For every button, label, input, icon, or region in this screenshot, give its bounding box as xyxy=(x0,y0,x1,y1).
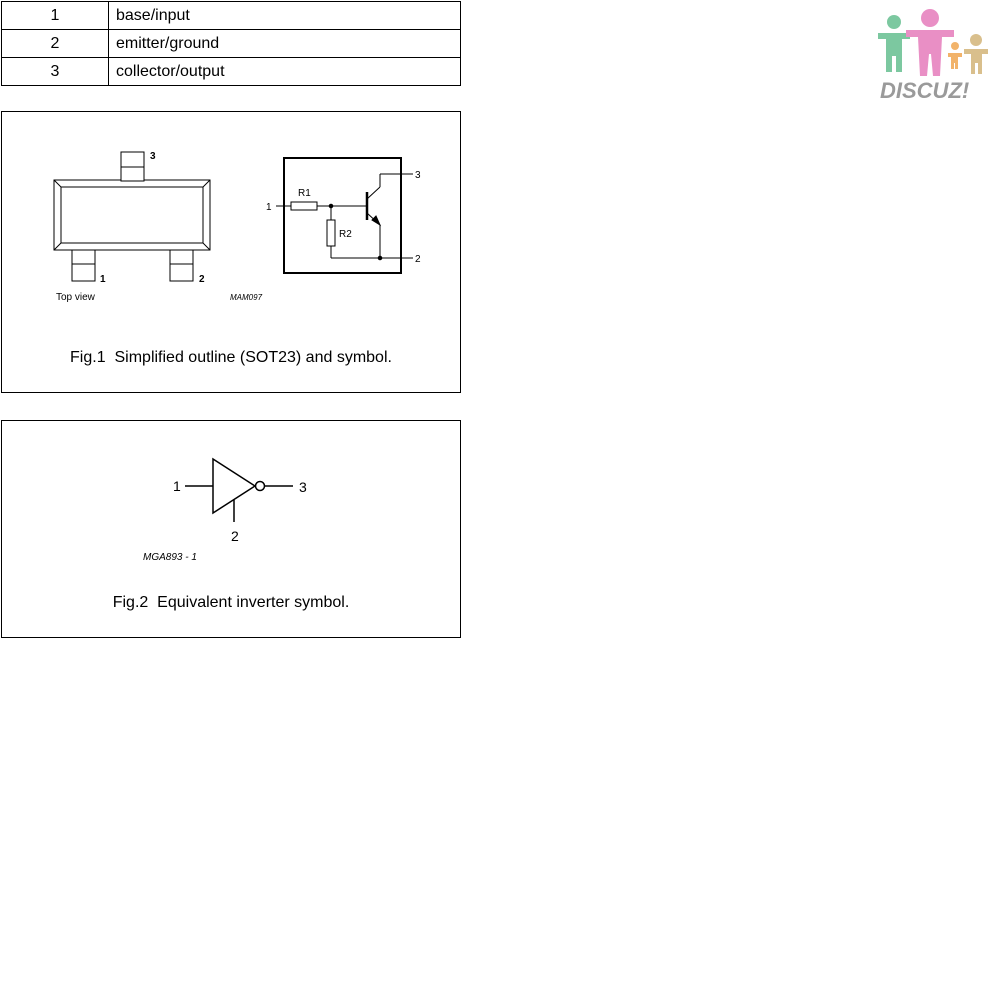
package-pin-label-3: 3 xyxy=(150,151,156,162)
package-pin-label-2: 2 xyxy=(199,274,205,285)
pinning-table xyxy=(1,1,461,86)
inverter-input-label: 1 xyxy=(173,478,181,494)
sot23-package xyxy=(54,180,210,250)
figure-pink xyxy=(906,9,954,76)
figure-tan xyxy=(964,34,988,74)
pin-number: 3 xyxy=(2,58,109,86)
symbol-pin-label-3: 3 xyxy=(415,170,421,181)
pin-description: collector/output xyxy=(109,58,461,86)
table-row xyxy=(2,58,461,86)
pin-description: emitter/ground xyxy=(109,30,461,58)
inverter-symbol xyxy=(185,459,293,522)
r1-label: R1 xyxy=(298,188,311,199)
fig1-caption: Fig.1 Simplified outline (SOT23) and symbol. xyxy=(70,349,392,366)
figure-orange xyxy=(948,42,962,69)
pin-number: 2 xyxy=(2,30,109,58)
figure-inverter-symbol xyxy=(1,420,461,638)
package-lead-3 xyxy=(121,152,144,181)
drawing-code: MAM097 xyxy=(230,293,263,302)
figure-green xyxy=(878,15,910,72)
pin-description: base/input xyxy=(109,2,461,30)
figure-sot23-outline xyxy=(1,111,461,393)
fig2-drawing xyxy=(2,421,460,591)
drawing-code: MGA893 - 1 xyxy=(143,552,197,563)
resistor-r1 xyxy=(291,202,317,210)
inverter-ground-label: 2 xyxy=(231,528,239,544)
package-lead-1 xyxy=(72,250,95,281)
pin-number: 1 xyxy=(2,2,109,30)
top-view-label: Top view xyxy=(56,292,95,303)
resistor-r2 xyxy=(327,220,335,246)
inverter-output-label: 3 xyxy=(299,479,307,495)
table-row xyxy=(2,2,461,30)
table-row xyxy=(2,30,461,58)
symbol-pin-label-2: 2 xyxy=(415,254,421,265)
fig2-caption: Fig.2 Equivalent inverter symbol. xyxy=(112,594,350,611)
package-lead-2 xyxy=(170,250,193,281)
transistor-symbol xyxy=(276,158,413,273)
logo-text: DISCUZ! xyxy=(880,78,970,102)
symbol-pin-label-1: 1 xyxy=(266,202,272,213)
r2-label: R2 xyxy=(339,229,352,240)
discuz-logo xyxy=(876,8,992,102)
package-pin-label-1: 1 xyxy=(100,274,106,285)
fig1-drawing xyxy=(2,112,460,347)
